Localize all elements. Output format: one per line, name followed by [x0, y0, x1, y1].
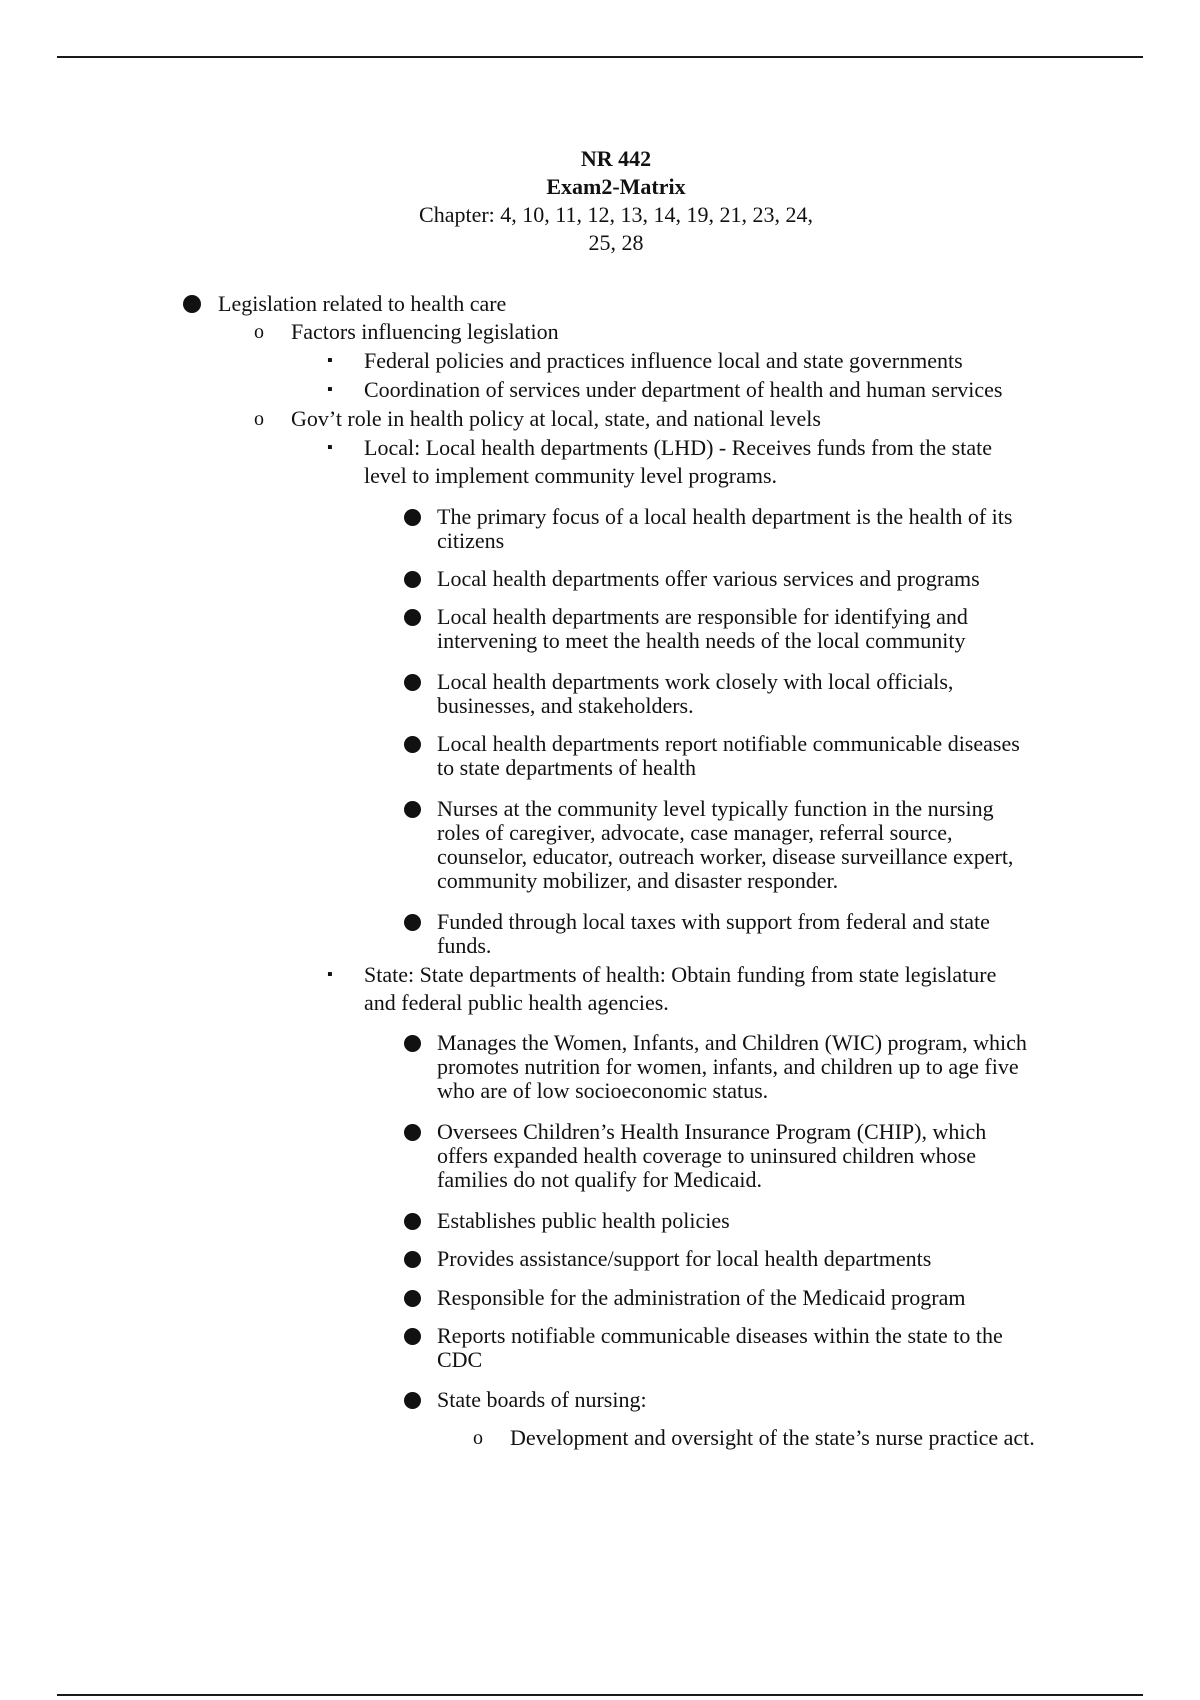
local-text-line-2: level to implement community level programs. — [364, 463, 778, 488]
point-line: State boards of nursing: — [437, 1387, 647, 1412]
bullet-dot-icon — [404, 609, 421, 626]
topic-text: Legislation related to health care — [218, 291, 507, 316]
state-point — [437, 1209, 730, 1233]
bullet-dot-icon — [404, 1328, 421, 1345]
factors-heading — [254, 319, 559, 344]
factors-item — [327, 348, 963, 373]
factors-heading-text: Factors influencing legislation — [291, 319, 559, 344]
bullet-dot-icon — [404, 1251, 421, 1268]
top-rule — [57, 56, 1143, 58]
point-line: intervening to meet the health needs of the local community — [437, 628, 966, 653]
point-line: Manages the Women, Infants, and Children (WIC) program, which — [437, 1030, 1027, 1055]
local-point — [437, 505, 1012, 553]
bullet-dot-icon — [404, 1035, 421, 1052]
local-text-line-1: Local: Local health departments (LHD) - Receives funds from the state — [364, 435, 992, 460]
point-line: roles of caregiver, advocate, case manager, referral source, — [437, 820, 953, 845]
point-line: Local health departments offer various services and programs — [437, 566, 980, 591]
state-point — [437, 1388, 647, 1412]
point-line: Oversees Children’s Health Insurance Program (CHIP), which — [437, 1119, 987, 1144]
doc-title: NR 442 — [580, 146, 652, 171]
local-item — [327, 435, 992, 488]
point-line: Reports notifiable communicable diseases within the state to the — [437, 1323, 1003, 1348]
gov-role-heading — [254, 406, 821, 431]
point-line: counselor, educator, outreach worker, disease surveillance expert, — [437, 844, 1014, 869]
state-item — [327, 962, 997, 1015]
point-line: Establishes public health policies — [437, 1208, 730, 1233]
point-line: Provides assistance/support for local health departments — [437, 1246, 932, 1271]
state-text-line-1: State: State departments of health: Obtain funding from state legislature — [364, 962, 997, 987]
local-point — [437, 910, 990, 958]
chapters-line-1: Chapter: 4, 10, 11, 12, 13, 14, 19, 21, 23, 24, — [419, 202, 813, 227]
point-line: The primary focus of a local health department is the health of its — [437, 504, 1013, 529]
topic-item — [218, 292, 506, 316]
bullet-dot-icon — [404, 1392, 421, 1409]
bullet-dot-icon — [183, 295, 201, 313]
doc-subtitle: Exam2-Matrix — [546, 174, 686, 199]
state-point — [437, 1031, 1027, 1103]
point-line: to state departments of health — [437, 755, 697, 780]
state-text-line-2: and federal public health agencies. — [364, 990, 669, 1015]
local-point — [437, 797, 1013, 893]
square-bullet-icon: ▪ — [327, 381, 333, 398]
gov-role-heading-text: Gov’t role in health policy at local, state, and national levels — [291, 406, 821, 431]
o-bullet-icon: o — [473, 1427, 483, 1449]
bullet-dot-icon — [404, 509, 421, 526]
point-line: Funded through local taxes with support from federal and state — [437, 909, 990, 934]
bullet-dot-icon — [404, 1124, 421, 1141]
state-point — [437, 1286, 965, 1310]
state-sub-point — [473, 1425, 1035, 1450]
sub-point-text: Development and oversight of the state’s nurse practice act. — [510, 1425, 1035, 1450]
state-point — [437, 1120, 986, 1192]
state-point — [437, 1324, 1003, 1372]
point-line: citizens — [437, 528, 505, 553]
point-line: community mobilizer, and disaster responder. — [437, 868, 839, 893]
bullet-dot-icon — [404, 674, 421, 691]
point-line: Local health departments report notifiable communicable diseases — [437, 731, 1020, 756]
bullet-dot-icon — [404, 736, 421, 753]
square-bullet-icon: ▪ — [327, 439, 333, 456]
state-point — [437, 1247, 931, 1271]
point-line: businesses, and stakeholders. — [437, 693, 694, 718]
local-point — [437, 605, 968, 653]
local-point — [437, 670, 953, 718]
square-bullet-icon: ▪ — [327, 966, 333, 983]
point-line: CDC — [437, 1347, 483, 1372]
bottom-rule — [57, 1694, 1143, 1696]
point-line: promotes nutrition for women, infants, and children up to age five — [437, 1054, 1019, 1079]
point-line: funds. — [437, 933, 492, 958]
local-point — [437, 732, 1020, 780]
point-line: families do not qualify for Medicaid. — [437, 1167, 763, 1192]
factors-item-text: Coordination of services under department of health and human services — [364, 377, 1003, 402]
square-bullet-icon: ▪ — [327, 352, 333, 369]
point-line: Local health departments are responsible for identifying and — [437, 604, 968, 629]
bullet-dot-icon — [404, 1213, 421, 1230]
point-line: Responsible for the administration of the Medicaid program — [437, 1285, 966, 1310]
point-line: Nurses at the community level typically function in the nursing — [437, 796, 994, 821]
bullet-dot-icon — [404, 914, 421, 931]
point-line: who are of low socioeconomic status. — [437, 1078, 769, 1103]
factors-item-text: Federal policies and practices influence local and state governments — [364, 348, 963, 373]
point-line: offers expanded health coverage to uninsured children whose — [437, 1143, 977, 1168]
point-line: Local health departments work closely with local officials, — [437, 669, 954, 694]
factors-item — [327, 377, 1003, 402]
o-bullet-icon: o — [254, 321, 264, 343]
bullet-dot-icon — [404, 571, 421, 588]
o-bullet-icon: o — [254, 408, 264, 430]
local-point — [437, 567, 980, 591]
bullet-dot-icon — [404, 1290, 421, 1307]
chapters-line-2: 25, 28 — [588, 230, 644, 255]
bullet-dot-icon — [404, 801, 421, 818]
